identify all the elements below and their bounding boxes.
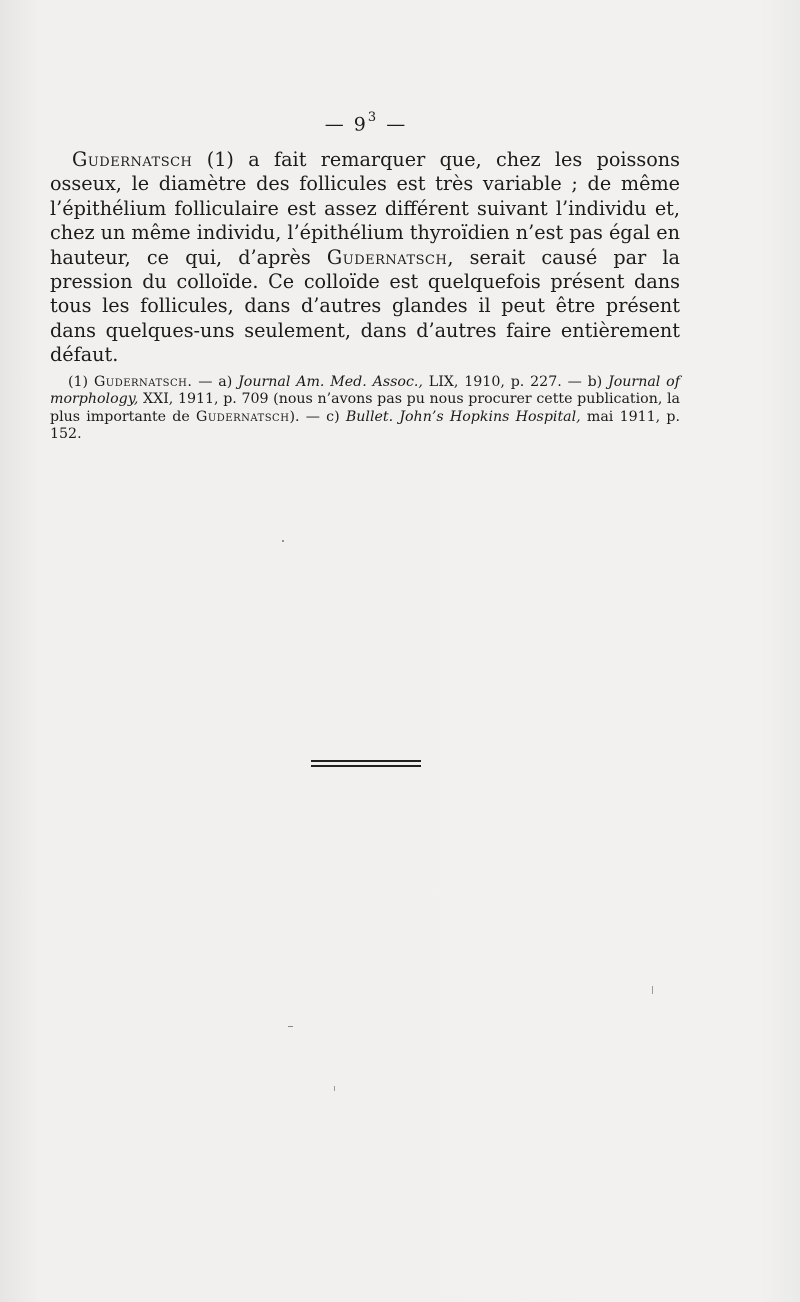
footnote-part-a-title: Journal Am. Med. Assoc., bbox=[238, 374, 423, 390]
page-number-suffix: — bbox=[378, 113, 408, 136]
footnote-author-second: Gudernatsch bbox=[196, 408, 290, 425]
paper-speck bbox=[288, 1026, 293, 1027]
paper-speck bbox=[334, 1086, 335, 1091]
divider-line-top bbox=[311, 760, 421, 762]
page-number bbox=[0, 112, 732, 135]
footnote-part-c-label: c) bbox=[326, 408, 346, 425]
author-name-second: Gudernatsch bbox=[326, 245, 448, 269]
footnote-part-b-label: b) bbox=[587, 374, 609, 390]
footnote-part-c-rest: mai 1911, p. 152. bbox=[50, 408, 680, 443]
footnote-part-a-rest: LIX, 1910, p. 227. — bbox=[422, 374, 588, 390]
footnote-part-b-rest: XXI, 1911, p. 709 (nous n’avons pas pu nous procurer cette publication, la plus importante de bbox=[50, 391, 680, 425]
paragraph-text-part1: (1) a fait remarquer que, chez les poissons osseux, le diamètre des follicules est très variable ; de même l’épithélium folliculaire est assez différent suivant l’individu et, chez un même individu, l’épithélium thyroïdien n’est pas égal en hauteur, ce qui, d’après bbox=[50, 148, 680, 269]
paper-speck bbox=[282, 540, 284, 542]
footnote-part-b-end: ). — bbox=[289, 408, 327, 425]
paragraph-text-part2: , serait causé par la pression du colloïde. Ce colloïde est quelquefois présent dans tous les follicules, dans d’autres glandes il peut être présent dans quelques-uns seulement, dans d’autres faire entièrement défaut. bbox=[50, 245, 680, 367]
footnote-part-a-label: — a) bbox=[192, 374, 239, 390]
section-end-divider bbox=[311, 760, 421, 768]
author-name: Gudernatsch bbox=[72, 148, 193, 171]
footnote-part-b-title: Journal of morphology, bbox=[50, 374, 680, 408]
page-number-prefix: — 9 bbox=[324, 113, 368, 136]
divider-line-bottom bbox=[311, 765, 421, 767]
footnote-part-c-title: Bullet. John’s Hopkins Hospital, bbox=[345, 408, 581, 425]
footnote bbox=[50, 374, 680, 444]
page-number-sup: 3 bbox=[367, 110, 379, 125]
footnote-marker: (1) bbox=[68, 374, 89, 390]
paper-speck bbox=[652, 986, 653, 994]
footnote-author: Gudernatsch. bbox=[93, 374, 193, 390]
body-paragraph bbox=[50, 148, 680, 368]
